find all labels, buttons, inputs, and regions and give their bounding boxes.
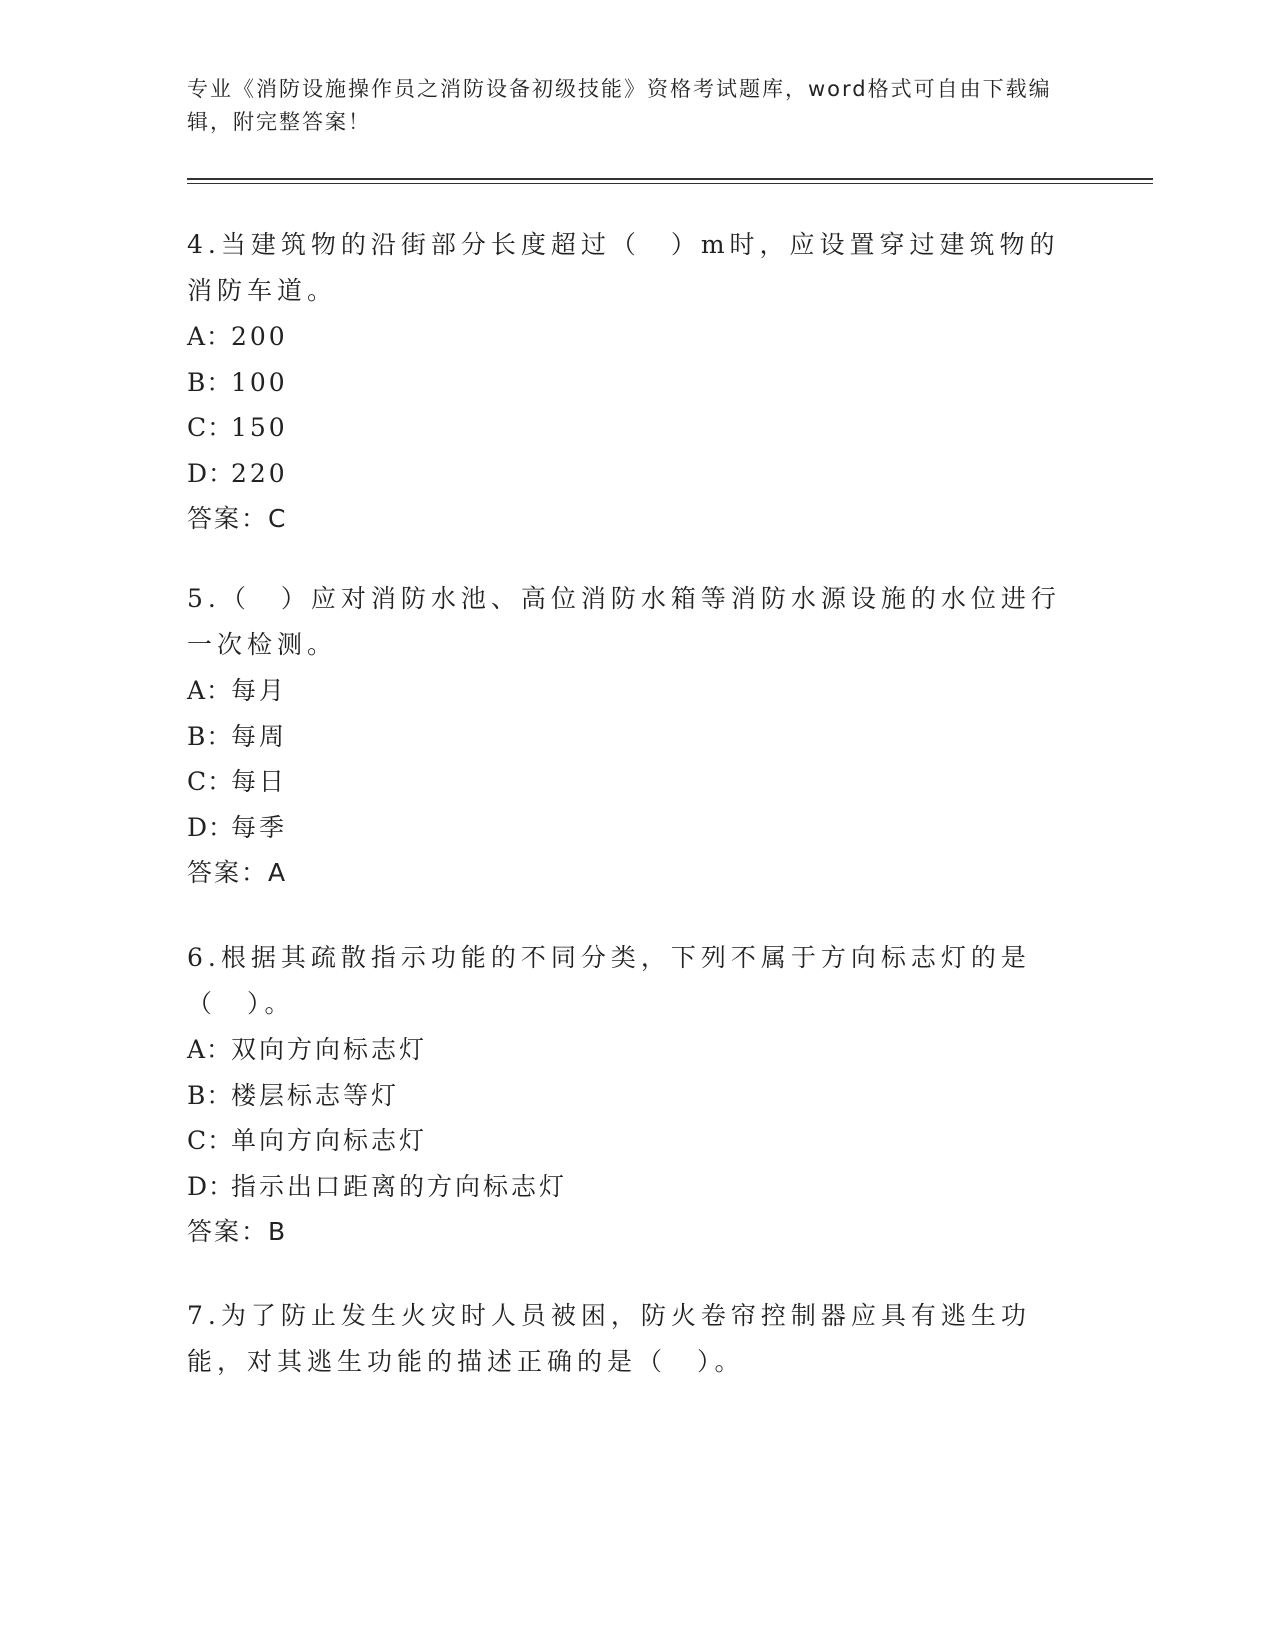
- option-text: 150: [231, 413, 288, 442]
- option-key: C：: [187, 767, 234, 796]
- option-a: [187, 1027, 1087, 1073]
- option-text: 每月: [231, 676, 288, 705]
- option-text: 指示出口距离的方向标志灯: [231, 1171, 568, 1201]
- option-key: C：: [187, 413, 234, 442]
- option-b: [187, 1073, 1087, 1119]
- option-key: B：: [187, 1080, 233, 1110]
- option-text: 200: [231, 322, 288, 351]
- option-key: B：: [187, 367, 233, 397]
- option-text: 每日: [231, 767, 288, 796]
- option-text: 100: [231, 367, 288, 397]
- option-text: 双向方向标志灯: [231, 1035, 428, 1064]
- option-a: [187, 668, 1087, 714]
- option-key: D：: [187, 1171, 235, 1201]
- option-key: D：: [187, 458, 235, 488]
- option-key: C：: [187, 1126, 234, 1155]
- option-c: [187, 1118, 1087, 1164]
- option-d: [187, 451, 1087, 497]
- question-stem: 6.根据其疏散指示功能的不同分类，下列不属于方向标志灯的是（ ）。: [187, 943, 1031, 1018]
- question-stem: 4.当建筑物的沿街部分长度超过（ ）m时，应设置穿过建筑物的消防车道。: [187, 230, 1060, 305]
- option-text: 每周: [231, 721, 288, 751]
- option-key: A：: [187, 322, 233, 351]
- document-header: [187, 73, 1087, 139]
- option-text: 220: [231, 458, 288, 488]
- option-text: 每季: [231, 812, 288, 842]
- answer-line: 答案：B: [187, 1217, 288, 1246]
- option-d: [187, 1164, 1087, 1210]
- question-5: [187, 576, 1087, 896]
- option-b: [187, 360, 1087, 406]
- question-7: [187, 1293, 1087, 1385]
- option-c: [187, 405, 1087, 451]
- option-key: A：: [187, 676, 233, 705]
- option-b: [187, 714, 1087, 760]
- question-6: [187, 935, 1087, 1255]
- option-c: [187, 759, 1087, 805]
- option-key: A：: [187, 1035, 233, 1064]
- option-text: 楼层标志等灯: [231, 1080, 400, 1110]
- option-d: [187, 805, 1087, 851]
- option-key: D：: [187, 812, 235, 842]
- header-text: 专业《消防设施操作员之消防设备初级技能》资格考试题库，word格式可自由下载编辑，附完整答案！: [187, 77, 1052, 134]
- question-stem: 7.为了防止发生火灾时人员被困，防火卷帘控制器应具有逃生功能，对其逃生功能的描述正确的是（ ）。: [187, 1301, 1031, 1376]
- question-stem: 5.（ ）应对消防水池、高位消防水箱等消防水源设施的水位进行一次检测。: [187, 584, 1061, 659]
- question-4: [187, 222, 1087, 542]
- option-a: [187, 314, 1087, 360]
- header-divider: [187, 178, 1153, 184]
- option-text: 单向方向标志灯: [231, 1126, 428, 1155]
- answer-line: 答案：C: [187, 504, 288, 533]
- answer-line: 答案：A: [187, 858, 288, 887]
- option-key: B：: [187, 721, 233, 751]
